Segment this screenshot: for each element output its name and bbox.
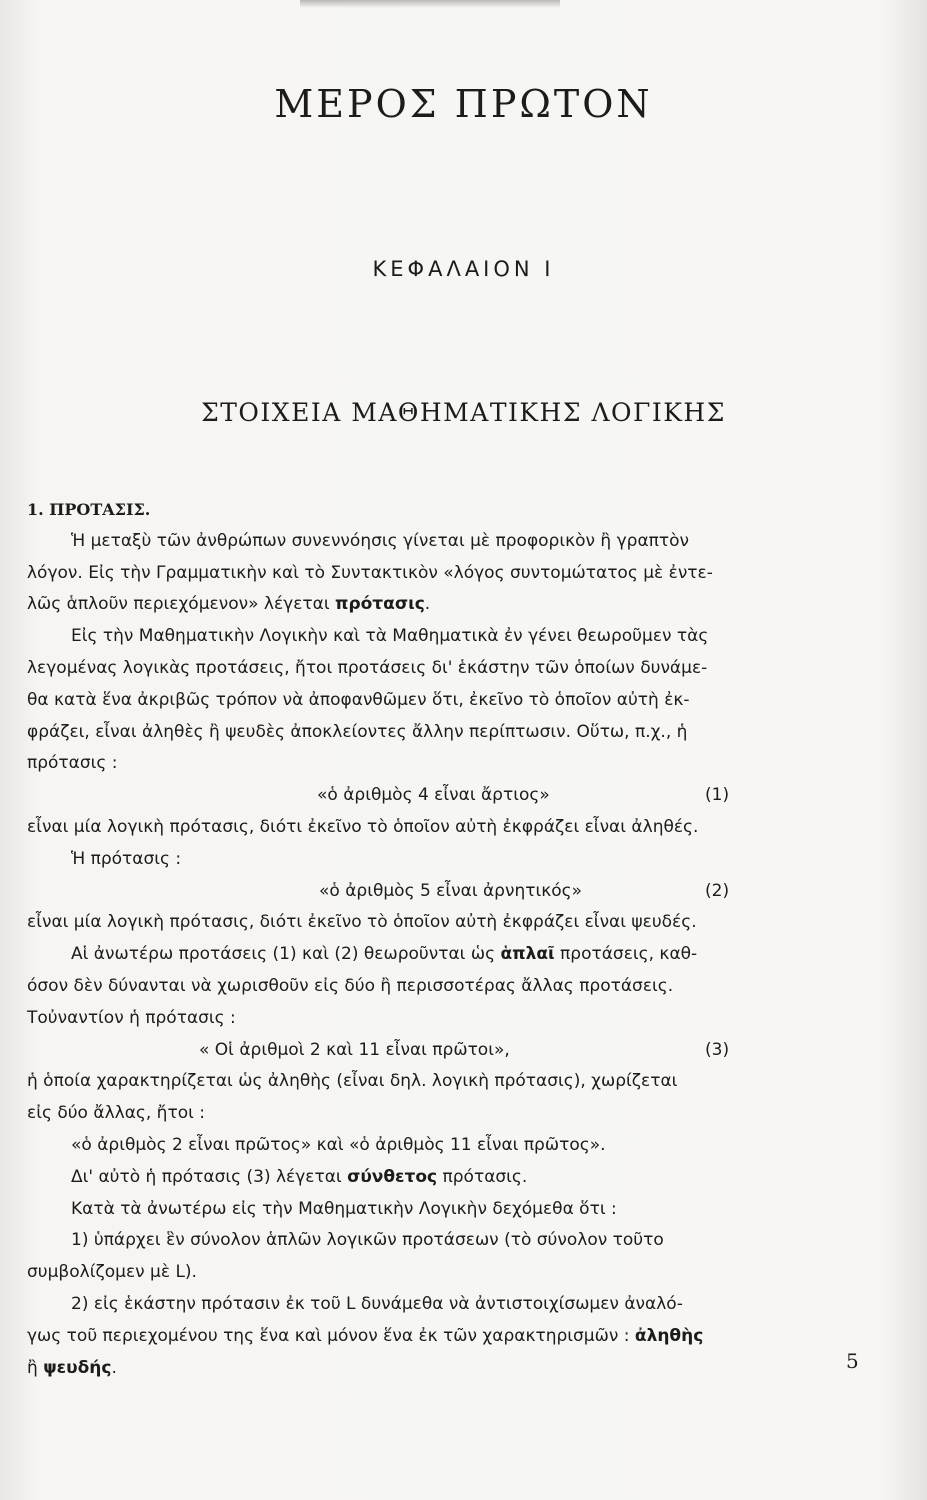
paragraph-line: πρότασις : (27, 753, 118, 774)
paragraph-line: φράζει, εἶναι ἀληθὲς ἢ ψευδὲς ἀποκλείοντες ἄλλην περίπτωσιν. Οὕτω, π.χ., ἡ (27, 721, 688, 742)
bold-term: σύνθετος (347, 1166, 438, 1187)
paragraph-line: εἶναι μία λογικὴ πρότασις, διότι ἐκεῖνο τὸ ὁποῖον αὐτὴ ἐκφράζει εἶναι ψευδές. (27, 912, 697, 933)
bold-term: ἀληθὴς (634, 1325, 704, 1346)
formula-3 (27, 1035, 857, 1067)
paragraph-line: λόγον. Εἰς τὴν Γραμματικὴν καὶ τὸ Συντακτικὸν «λόγος συντομώτατος μὲ ἐντε- (27, 562, 713, 583)
text-run: Δι' αὐτὸ ἡ πρότασις (3) λέγεται (71, 1166, 348, 1187)
paragraph-line: εἰς δύο ἄλλας, ἤτοι : (27, 1103, 205, 1124)
formula-1 (27, 780, 857, 812)
formula-text: « Οἱ ἀριθμοὶ 2 καὶ 11 εἶναι πρῶτοι», (199, 1039, 510, 1060)
page-number: 5 (846, 1349, 859, 1373)
paragraph-line: λεγομένας λογικὰς προτάσεις, ἤτοι προτάσεις δι' ἑκάστην τῶν ὁποίων δυνάμε- (27, 657, 708, 678)
section-title: ΣΤΟΙΧΕΙΑ ΜΑΘΗΜΑΤΙΚΗΣ ΛΟΓΙΚΗΣ (201, 398, 726, 427)
formula-number: (2) (705, 880, 730, 901)
bold-term: πρότασις (335, 594, 425, 615)
formula-number: (1) (705, 785, 730, 806)
scan-shadow (300, 0, 560, 8)
text-run: πρότασις. (437, 1166, 528, 1187)
paragraph-line: ἡ ὁποία χαρακτηρίζεται ὡς ἀληθὴς (εἶναι δηλ. λογικὴ πρότασις), χωρίζεται (27, 1071, 678, 1092)
bold-term: ψευδής (43, 1357, 112, 1378)
list-item-line (27, 1321, 857, 1353)
text-run: προτάσεις, καθ- (554, 944, 698, 965)
text-run: . (111, 1357, 117, 1378)
list-item-line (27, 1353, 857, 1385)
paragraph-line: Εἰς τὴν Μαθηματικὴν Λογικὴν καὶ τὰ Μαθηματικὰ ἐν γένει θεωροῦμεν τὰς (71, 626, 709, 647)
formula-text: «ὁ ἀριθμὸς 4 εἶναι ἄρτιος» (317, 785, 550, 806)
paragraph-line: Τοὐναντίον ἡ πρότασις : (27, 1007, 236, 1028)
part-title: ΜΕΡΟΣ ΠΡΩΤΟΝ (274, 82, 653, 126)
text-run: . (424, 594, 431, 615)
paragraph-line: εἶναι μία λογικὴ πρότασις, διότι ἐκεῖνο τὸ ὁποῖον αὐτὴ ἐκφράζει εἶναι ἀληθές. (27, 816, 699, 837)
text-run: Αἱ ἀνωτέρω προτάσεις (1) καὶ (2) θεωροῦνται ὡς (71, 944, 501, 965)
paragraph-line: όσον δὲν δύνανται νὰ χωρισθοῦν εἰς δύο ἢ περισσοτέρας ἄλλας προτάσεις. (27, 975, 674, 996)
formula-text: «ὁ ἀριθμὸς 5 εἶναι ἀρνητικός» (319, 880, 583, 901)
paragraph-line (27, 1162, 857, 1194)
paragraph-line (27, 589, 857, 621)
body-text (27, 494, 857, 1384)
bold-term: ἁπλαῖ (500, 944, 555, 965)
text-run: ἢ (27, 1357, 44, 1378)
paragraph-line (27, 939, 857, 971)
paragraph-line: «ὁ ἀριθμὸς 2 εἶναι πρῶτος» καὶ «ὁ ἀριθμὸς 11 εἶναι πρῶτος». (71, 1134, 606, 1155)
list-item-line: 2) εἰς ἑκάστην πρότασιν ἐκ τοῦ L δυνάμεθα νὰ ἀντιστοιχίσωμεν ἀναλό- (71, 1293, 683, 1314)
formula-2 (27, 876, 857, 908)
chapter-title: ΚΕΦΑΛΑΙΟΝ Ι (372, 257, 555, 281)
paragraph-line: θα κατὰ ἕνα ἀκριβῶς τρόπον νὰ ἀποφανθῶμεν ὅτι, ἐκεῖνο τὸ ὁποῖον αὐτὴ ἐκ- (27, 689, 690, 710)
list-item-line: συμβολίζομεν μὲ L). (27, 1262, 197, 1283)
paragraph-line: Ἡ πρότασις : (71, 848, 182, 869)
paragraph-line: Ἡ μεταξὺ τῶν ἀνθρώπων συνεννόησις γίνεται μὲ προφορικὸν ἢ γραπτὸν (71, 530, 690, 551)
text-run: λῶς ἁπλοῦν περιεχόμενον» λέγεται (27, 594, 335, 615)
paragraph-line: Κατὰ τὰ ἀνωτέρω εἰς τὴν Μαθηματικὴν Λογικὴν δεχόμεθα ὅτι : (71, 1198, 617, 1219)
formula-number: (3) (705, 1039, 730, 1060)
text-run: γως τοῦ περιεχομένου της ἕνα καὶ μόνον ἕνα ἐκ τῶν χαρακτηρισμῶν : (27, 1325, 635, 1346)
subsection-heading: 1. ΠΡΟΤΑΣΙΣ. (27, 500, 151, 519)
list-item-line: 1) ὑπάρχει ἓν σύνολον ἁπλῶν λογικῶν προτάσεων (τὸ σύνολον τοῦτο (71, 1230, 664, 1251)
